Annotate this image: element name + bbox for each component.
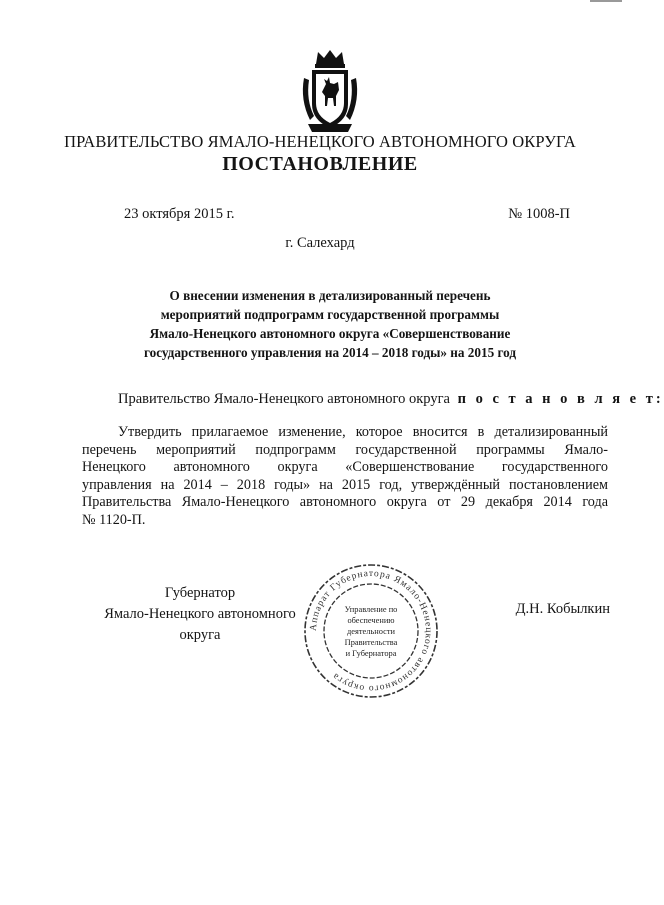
signatory-name: Д.Н. Кобылкин (515, 601, 610, 617)
signatory-organization: Ямало-Ненецкого автономного округа (104, 606, 296, 643)
body-line: Утвердить прилагаемое изменение, которое вносится в детализированный (118, 424, 608, 440)
official-stamp (300, 560, 442, 702)
stamp-center-line: и Губернатора (345, 649, 397, 658)
stamp-center-line: Правительства (344, 638, 398, 647)
stamp-center-line: Управление по (344, 605, 398, 614)
signatory-position: Губернатор (164, 585, 236, 601)
body-line: перечень мероприятий подпрограмм государственной программы Ямало- (82, 441, 608, 458)
document-date: 23 октября 2015 г. (124, 206, 235, 222)
document-type-heading: ПОСТАНОВЛЕНИЕ (222, 153, 418, 175)
subject-line: государственного управления на 2014 – 2018 годы» на 2015 год (143, 345, 517, 360)
subject-line: Ямало-Ненецкого автономного округа «Совершенствование (149, 326, 511, 341)
document-city: г. Салехард (285, 235, 355, 251)
preamble (118, 391, 664, 408)
document-subject (100, 286, 560, 362)
coat-of-arms-icon (298, 48, 362, 134)
stamp-center-line: деятельности (347, 627, 395, 636)
resolution-body (82, 424, 608, 530)
signatory-title (82, 583, 318, 646)
body-line: № 1120-П. (82, 511, 146, 528)
document-number: № 1008-П (508, 206, 570, 222)
preamble-verb: п о с т а н о в л я е т: (457, 391, 664, 407)
stamp-ring-text: Аппарат Губернатора Ямало-Ненецкого автономного округа (308, 568, 434, 694)
body-line: Ненецкого автономного округа «Совершенствование государственного (82, 459, 608, 476)
scan-mark (590, 0, 622, 2)
body-line: Правительства Ямало-Ненецкого автономного округа от 29 декабря 2014 года (82, 494, 608, 511)
subject-line: О внесении изменения в детализированный перечень (169, 288, 491, 303)
organization-title: ПРАВИТЕЛЬСТВО ЯМАЛО-НЕНЕЦКОГО АВТОНОМНОГО ОКРУГА (64, 132, 576, 151)
preamble-text: Правительство Ямало-Ненецкого автономного округа (118, 391, 450, 407)
stamp-center-line: обеспечению (347, 616, 395, 625)
subject-line: мероприятий подпрограмм государственной программы (160, 307, 500, 322)
body-line: управления на 2014 – 2018 годы» на 2015 год, утверждённый постановлением (82, 476, 608, 493)
